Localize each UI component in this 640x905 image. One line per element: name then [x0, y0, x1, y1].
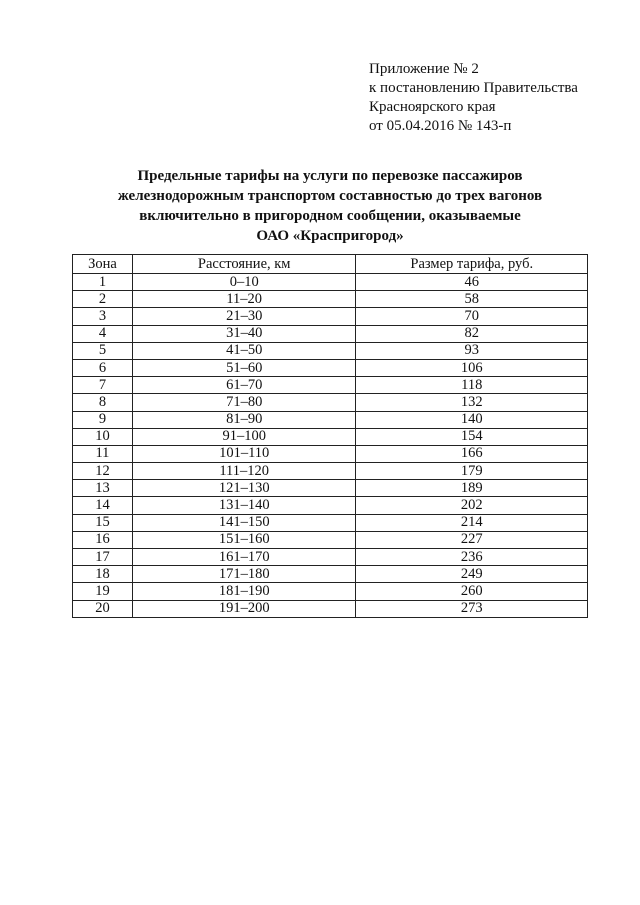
appendix-reference: к постановлению Правительства: [369, 80, 578, 96]
table-row: [73, 549, 588, 566]
distance-cell: 81–90: [132, 411, 356, 428]
zone-cell: 2: [73, 291, 133, 308]
zone-cell: 1: [73, 274, 133, 291]
table-row: [73, 291, 588, 308]
tariff-table: [72, 254, 588, 618]
tariff-cell: 82: [356, 325, 588, 342]
tariff-cell: 202: [356, 497, 588, 514]
tariff-cell: 227: [356, 531, 588, 548]
tariff-cell: 179: [356, 463, 588, 480]
zone-cell: 8: [73, 394, 133, 411]
zone-cell: 13: [73, 480, 133, 497]
distance-cell: 141–150: [132, 514, 356, 531]
tariff-cell: 273: [356, 600, 588, 617]
title-line-4: ОАО «Краспригород»: [256, 228, 404, 244]
tariff-cell: 166: [356, 445, 588, 462]
distance-cell: 101–110: [132, 445, 356, 462]
distance-cell: 191–200: [132, 600, 356, 617]
table-body: [73, 274, 588, 618]
tariff-cell: 154: [356, 428, 588, 445]
tariff-cell: 46: [356, 274, 588, 291]
distance-cell: 31–40: [132, 325, 356, 342]
zone-cell: 3: [73, 308, 133, 325]
tariff-cell: 189: [356, 480, 588, 497]
table-row: [73, 497, 588, 514]
appendix-header: [369, 60, 578, 136]
distance-cell: 61–70: [132, 377, 356, 394]
zone-cell: 20: [73, 600, 133, 617]
distance-cell: 91–100: [132, 428, 356, 445]
zone-cell: 6: [73, 359, 133, 376]
zone-cell: 15: [73, 514, 133, 531]
table-row: [73, 411, 588, 428]
zone-cell: 10: [73, 428, 133, 445]
table-row: [73, 480, 588, 497]
table-row: [73, 600, 588, 617]
distance-cell: 51–60: [132, 359, 356, 376]
table-row: [73, 394, 588, 411]
header-distance: Расстояние, км: [132, 255, 356, 274]
zone-cell: 16: [73, 531, 133, 548]
distance-cell: 121–130: [132, 480, 356, 497]
distance-cell: 161–170: [132, 549, 356, 566]
tariff-cell: 132: [356, 394, 588, 411]
distance-cell: 11–20: [132, 291, 356, 308]
tariff-cell: 236: [356, 549, 588, 566]
header-tariff: Размер тарифа, руб.: [356, 255, 588, 274]
tariff-cell: 118: [356, 377, 588, 394]
appendix-number: Приложение № 2: [369, 61, 479, 77]
zone-cell: 5: [73, 342, 133, 359]
zone-cell: 18: [73, 566, 133, 583]
tariff-cell: 260: [356, 583, 588, 600]
distance-cell: 0–10: [132, 274, 356, 291]
header-zone: Зона: [73, 255, 133, 274]
table-row: [73, 445, 588, 462]
zone-cell: 7: [73, 377, 133, 394]
table-row: [73, 428, 588, 445]
appendix-region: Красноярского края: [369, 99, 496, 115]
table-row: [73, 342, 588, 359]
distance-cell: 181–190: [132, 583, 356, 600]
distance-cell: 111–120: [132, 463, 356, 480]
tariff-cell: 249: [356, 566, 588, 583]
table-row: [73, 325, 588, 342]
document-title: [90, 166, 570, 246]
appendix-date-number: от 05.04.2016 № 143-п: [369, 118, 512, 134]
zone-cell: 19: [73, 583, 133, 600]
table-row: [73, 566, 588, 583]
zone-cell: 4: [73, 325, 133, 342]
table-row: [73, 359, 588, 376]
tariff-cell: 140: [356, 411, 588, 428]
table-row: [73, 463, 588, 480]
distance-cell: 151–160: [132, 531, 356, 548]
zone-cell: 12: [73, 463, 133, 480]
zone-cell: 14: [73, 497, 133, 514]
tariff-cell: 93: [356, 342, 588, 359]
tariff-cell: 58: [356, 291, 588, 308]
distance-cell: 41–50: [132, 342, 356, 359]
distance-cell: 71–80: [132, 394, 356, 411]
zone-cell: 11: [73, 445, 133, 462]
table-header-row: [73, 255, 588, 274]
table-row: [73, 308, 588, 325]
table-row: [73, 274, 588, 291]
title-line-2: железнодорожным транспортом составностью до трех вагонов: [117, 188, 543, 204]
table-row: [73, 583, 588, 600]
distance-cell: 131–140: [132, 497, 356, 514]
table-row: [73, 377, 588, 394]
title-line-3: включительно в пригородном сообщении, оказываемые: [139, 208, 521, 224]
title-line-1: Предельные тарифы на услуги по перевозке пассажиров: [137, 168, 523, 184]
table-row: [73, 514, 588, 531]
tariff-cell: 106: [356, 359, 588, 376]
table-row: [73, 531, 588, 548]
distance-cell: 171–180: [132, 566, 356, 583]
tariff-cell: 214: [356, 514, 588, 531]
tariff-cell: 70: [356, 308, 588, 325]
distance-cell: 21–30: [132, 308, 356, 325]
zone-cell: 17: [73, 549, 133, 566]
zone-cell: 9: [73, 411, 133, 428]
